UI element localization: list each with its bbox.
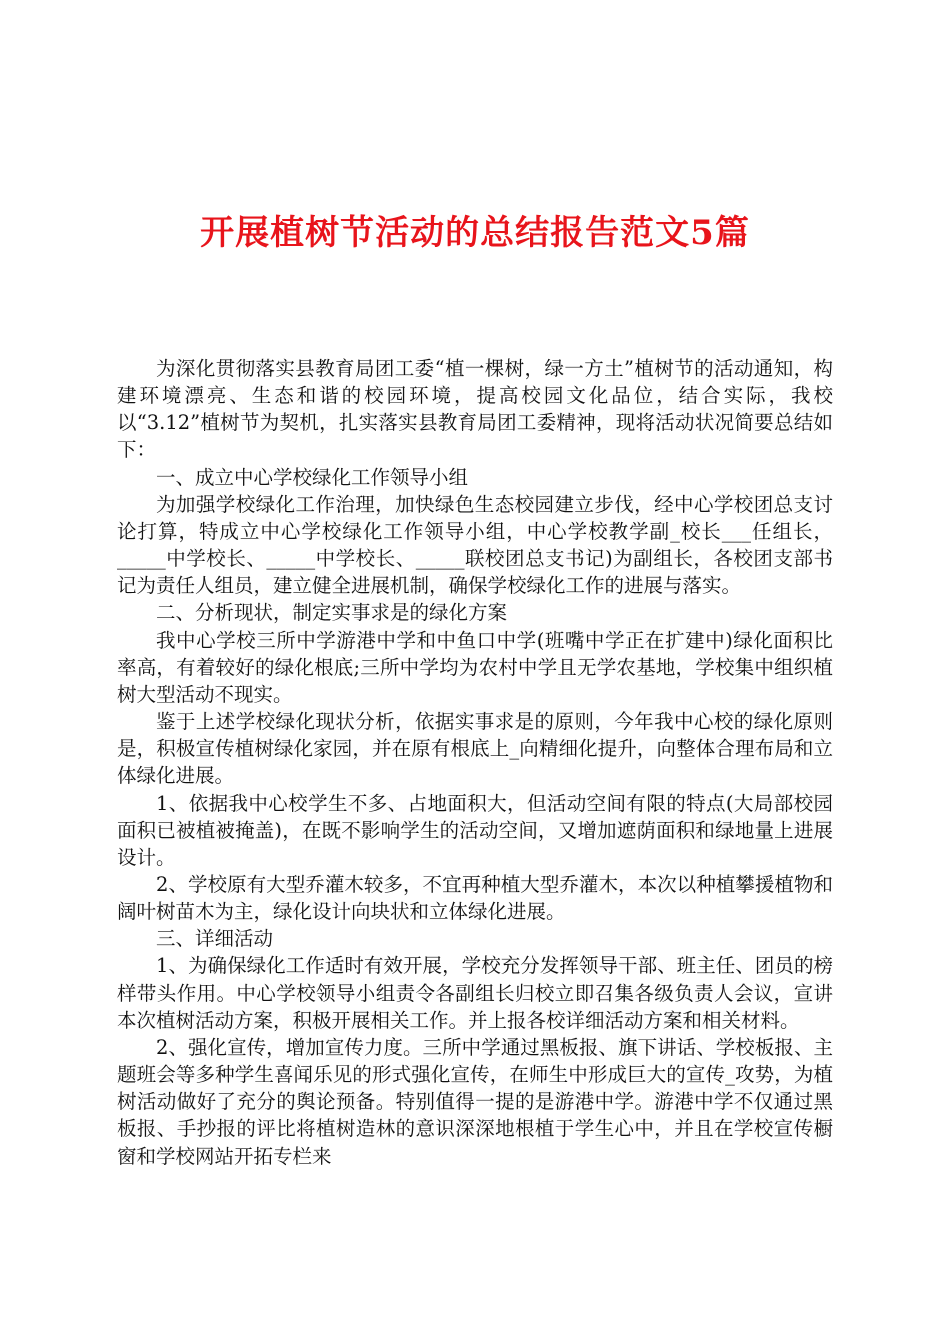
paragraph-intro: 为深化贯彻落实县教育局团工委“植一棵树，绿一方土”植树节的活动通知，构建环境漂亮、生态和谐的校园环境，提高校园文化品位，结合实际，我校以“3.12”植树节为契机，扎实落实县教育局团工委精神，现将活动状况简要总结如下：: [117, 357, 833, 462]
section-heading-3: 三、详细活动: [156, 927, 274, 951]
section-heading-2: 二、分析现状，制定实事求是的绿化方案: [156, 601, 508, 625]
paragraph: 为加强学校绿化工作治理，加快绿色生态校园建立步伐，经中心学校团总支讨论打算，特成立中心学校绿化工作领导小组，中心学校教学副_校长___任组长，_____中学校长、_____中学校长、_____联校团总支书记)为副组长，各校团支部书记为责任人组员，建立健全进展机制，确保学校绿化工作的进展与落实。: [117, 492, 833, 598]
document-body: [117, 355, 833, 1170]
section-heading-1: 一、成立中心学校绿化工作领导小组: [156, 465, 469, 489]
list-item: 1、依据我中心校学生不多、占地面积大，但活动空间有限的特点(大局部校园面积已被植被掩盖)，在既不影响学生的活动空间，又增加遮荫面积和绿地量上进展设计。: [117, 791, 833, 869]
list-item: 2、强化宣传，增加宣传力度。三所中学通过黑板报、旗下讲话、学校板报、主题班会等多种学生喜闻乐见的形式强化宣传，在师生中形成巨大的宣传_攻势，为植树活动做好了充分的舆论预备。特别值得一提的是游港中学。游港中学不仅通过黑板报、手抄报的评比将植树造林的意识深深地根植于学生心中，并且在学校宣传橱窗和学校网站开拓专栏来: [117, 1035, 833, 1168]
paragraph: 我中心学校三所中学游港中学和中鱼口中学(班嘴中学正在扩建中)绿化面积比率高，有着较好的绿化根底;三所中学均为农村中学且无学农基地，学校集中组织植树大型活动不现实。: [117, 628, 833, 706]
paragraph: 鉴于上述学校绿化现状分析，依据实事求是的原则，今年我中心校的绿化原则是，积极宣传植树绿化家园，并在原有根底上_向精细化提升，向整体合理布局和立体绿化进展。: [117, 710, 833, 788]
document-title: 开展植树节活动的总结报告范文5篇: [200, 213, 750, 253]
list-item: 2、学校原有大型乔灌木较多，不宜再种植大型乔灌木，本次以种植攀援植物和阔叶树苗木为主，绿化设计向块状和立体绿化进展。: [117, 872, 833, 924]
list-item: 1、为确保绿化工作适时有效开展，学校充分发挥领导干部、班主任、团员的榜样带头作用。中心学校领导小组责令各副组长归校立即召集各级负责人会议，宣讲本次植树活动方案，积极开展相关工作。并上报各校详细活动方案和相关材料。: [117, 954, 833, 1032]
